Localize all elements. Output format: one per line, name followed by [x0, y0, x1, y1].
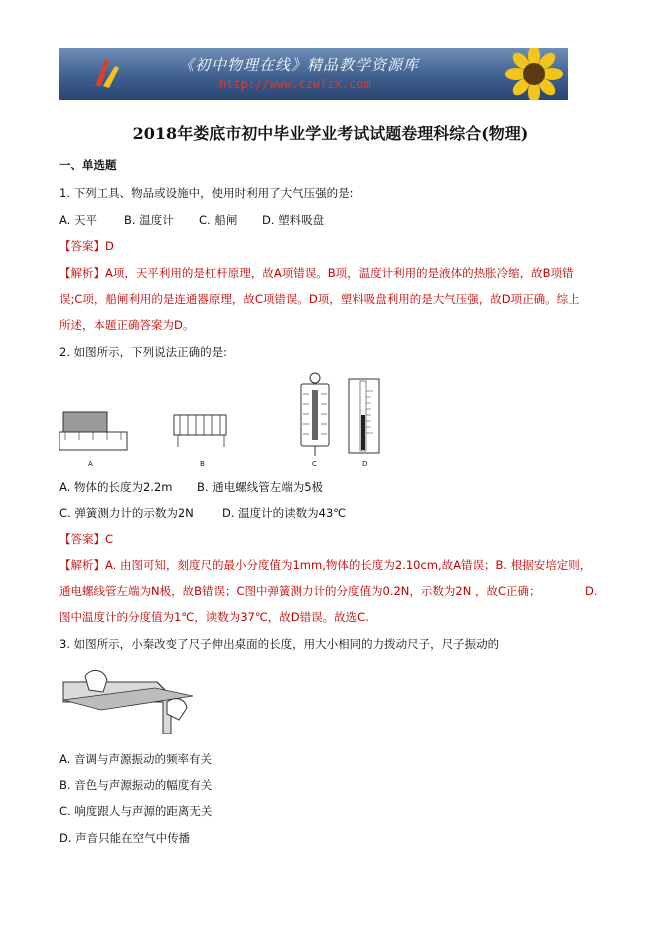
- sunflower-icon: [504, 48, 564, 100]
- q1-analysis-line3: 所述，本题正确答案为D。: [59, 318, 195, 332]
- q2-analysis-line2: 通电螺线管左端为N极，故B错误；C图中弹簧测力计的分度值为0.2N，示数为2N ，故C正确；: [59, 584, 541, 598]
- q1-option-d: D. 塑料吸盘: [262, 213, 325, 227]
- q2-option-b: B. 通电螺线管左端为5极: [197, 480, 324, 494]
- q3-option-c: C. 响度跟人与声源的距离无关: [59, 804, 213, 818]
- q1-option-c: C. 船闸: [199, 213, 238, 227]
- q3-option-a: A. 音调与声源振动的频率有关: [59, 752, 212, 766]
- q3-option-d: D. 声音只能在空气中传播: [59, 831, 191, 845]
- q1-answer: 【答案】D: [59, 239, 114, 253]
- q2-figure-label-b: B: [200, 460, 205, 468]
- q2-figure-label-a: A: [88, 460, 93, 468]
- q2-answer: 【答案】C: [59, 532, 114, 546]
- q1-analysis-line2: 误;C项，船闸利用的是连通器原理，故C项错误。D项，塑料吸盘利用的是大气压强，故D项正确。综上: [59, 292, 580, 306]
- q2-figure-label-d: D: [362, 460, 368, 468]
- q2-analysis-line3: 图中温度计的分度值为1℃，读数为37℃，故D错误。故选C.: [59, 610, 369, 624]
- q2-option-d: D. 温度计的读数为43℃: [222, 506, 347, 520]
- q2-option-a: A. 物体的长度为2.2m: [59, 480, 173, 494]
- q2-figure-b-solenoid: [158, 405, 248, 453]
- q2-figure-label-c: C: [312, 460, 317, 468]
- banner-url[interactable]: http://www.czwlzx.com: [219, 77, 371, 91]
- q2-stem: 2. 如图所示，下列说法正确的是:: [59, 345, 228, 359]
- q2-analysis-line1: 【解析】A. 由图可知，刻度尺的最小分度值为1mm,物体的长度为2.10cm,故A错误；B. 根据安培定则，: [59, 558, 592, 572]
- document-title: 2018年娄底市初中毕业学业考试试题卷理科综合(物理): [132, 124, 529, 143]
- q1-analysis-line1: 【解析】A项，天平利用的是杠杆原理，故A项错误。B项，温度计利用的是液体的热胀冷缩，故B项错: [59, 266, 574, 280]
- q3-figure-ruler-on-table: [59, 662, 199, 734]
- header-banner: [59, 48, 568, 100]
- banner-title: 《初中物理在线》精品教学资源库: [179, 56, 420, 74]
- q1-option-b: B. 温度计: [124, 213, 174, 227]
- q1-option-a: A. 天平: [59, 213, 97, 227]
- q2-analysis-option-d: D.: [585, 584, 598, 598]
- q2-figure-d-thermometer: [347, 377, 381, 455]
- q2-figure-a-ruler: [59, 408, 139, 458]
- q2-option-c: C. 弹簧测力计的示数为2N: [59, 506, 194, 520]
- site-logo-icon: [89, 56, 125, 92]
- section-title: 一、单选题: [59, 158, 117, 172]
- q2-figure-c-spring-balance: [295, 372, 335, 460]
- q3-stem: 3. 如图所示，小秦改变了尺子伸出桌面的长度，用大小相同的力拨动尺子，尺子振动的: [59, 637, 500, 651]
- q1-stem: 1. 下列工具、物品或设施中，使用时利用了大气压强的是:: [59, 186, 354, 200]
- q3-option-b: B. 音色与声源振动的幅度有关: [59, 778, 213, 792]
